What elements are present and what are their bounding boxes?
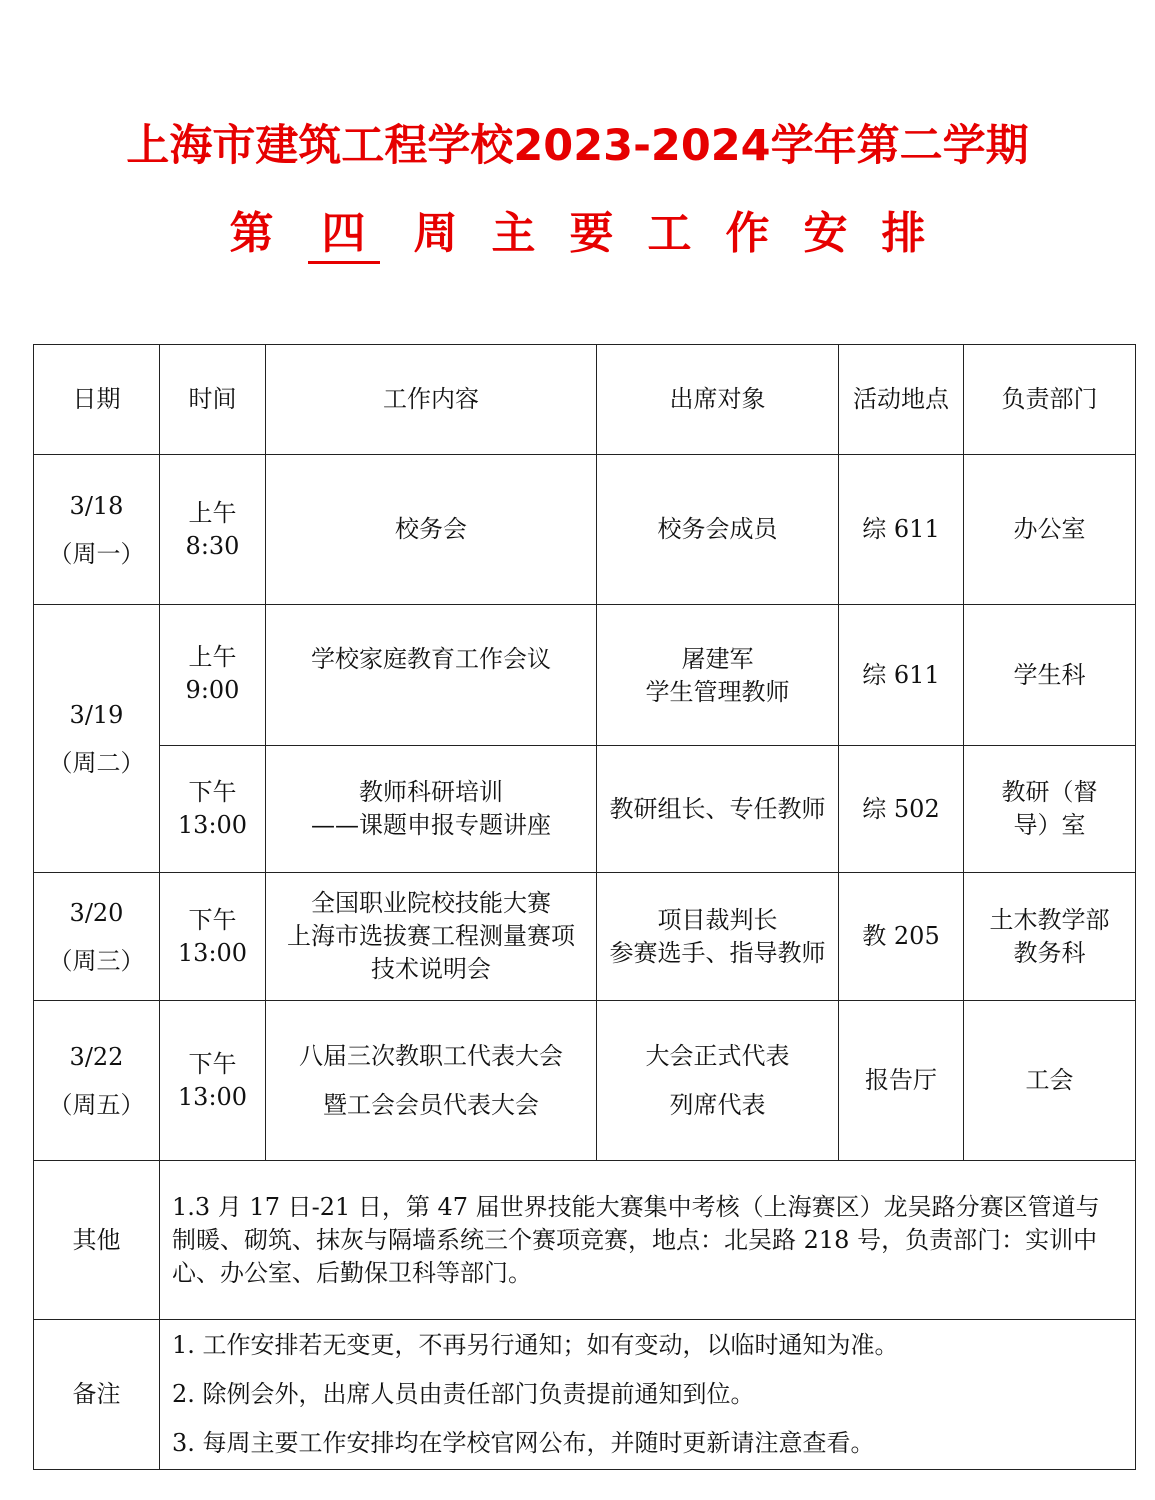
dept-cell: 工会 (964, 1001, 1136, 1161)
note-item: 1. 工作安排若无变更，不再另行通知；如有变动，以临时通知为准。 (172, 1331, 899, 1359)
attendees-cell: 校务会成员 (597, 455, 839, 605)
dept-line: 导）室 (1013, 811, 1086, 839)
content-cell (266, 746, 597, 873)
content-line: 全国职业院校技能大赛 (311, 889, 551, 917)
header-cell-attendees: 出席对象 (597, 345, 839, 455)
time-cell (160, 1001, 266, 1161)
date-cell (34, 1001, 160, 1161)
header-cell-time: 时间 (160, 345, 266, 455)
date-cell (34, 873, 160, 1001)
location-cell: 综 611 (839, 605, 964, 746)
dept-line: 土木教学部 (989, 905, 1110, 934)
content-line: 教师科研培训 (359, 778, 503, 806)
date-cell (34, 605, 160, 873)
page-title: 上海市建筑工程学校2023-2024学年第二学期 (126, 121, 1029, 171)
attendee: 参赛选手、指导教师 (609, 938, 826, 967)
weekday: （周二） (48, 748, 145, 777)
attendee: 屠建军 (681, 645, 754, 673)
notes-label: 备注 (34, 1320, 160, 1470)
week-title-char: 排 (881, 208, 926, 259)
location-cell: 综 502 (839, 746, 964, 873)
table-row (34, 873, 1136, 1001)
location-cell: 教 205 (839, 873, 964, 1001)
week-title-char: 主 (491, 208, 536, 259)
weekday: （周五） (48, 1090, 145, 1119)
dept-cell: 办公室 (964, 455, 1136, 605)
dept-line: 教务科 (1013, 938, 1086, 967)
date: 3/20 (69, 898, 124, 927)
other-label: 其他 (34, 1161, 160, 1320)
date-cell (34, 455, 160, 605)
table-row (34, 605, 1136, 746)
date: 3/18 (69, 491, 124, 520)
table-row (34, 455, 1136, 605)
week-title-char: 工 (647, 208, 692, 259)
schedule-table (33, 344, 1136, 1470)
dept-cell (964, 746, 1136, 873)
dept-cell (964, 873, 1136, 1001)
time: 8:30 (185, 531, 240, 560)
attendees-cell: 教研组长、专任教师 (597, 746, 839, 873)
week-title-char: 周 (413, 208, 458, 259)
content-cell: 学校家庭教育工作会议 (266, 605, 597, 746)
attendee: 项目裁判长 (657, 905, 778, 934)
location-cell: 报告厅 (839, 1001, 964, 1161)
note-item: 2. 除例会外，出席人员由责任部门负责提前通知到位。 (172, 1380, 755, 1408)
week-title (0, 197, 1155, 264)
week-title-prefix: 第 (229, 208, 274, 259)
attendees-cell (597, 1001, 839, 1161)
header-cell-content: 工作内容 (266, 345, 597, 455)
content-line: 技术说明会 (371, 955, 491, 983)
content-line: 暨工会会员代表大会 (323, 1090, 539, 1119)
table-row (34, 1001, 1136, 1161)
header-cell-location: 活动地点 (839, 345, 964, 455)
notes-row (34, 1320, 1136, 1470)
content-line: 上海市选拔赛工程测量赛项 (287, 922, 575, 950)
attendee: 列席代表 (669, 1090, 766, 1119)
date: 3/22 (69, 1042, 124, 1071)
content-cell: 校务会 (266, 455, 597, 605)
note-item: 3. 每周主要工作安排均在学校官网公布，并随时更新请注意查看。 (172, 1429, 875, 1457)
other-text: 1.3 月 17 日-21 日，第 47 届世界技能大赛集中考核（上海赛区）龙吴路分赛区管道与制暖、砌筑、抹灰与隔墙系统三个赛项竞赛，地点：北吴路 218 号，负责部门：实训中心、办公室、后勤保卫科等部门。 (160, 1161, 1136, 1320)
header-cell-dept: 负责部门 (964, 345, 1136, 455)
time-cell (160, 455, 266, 605)
attendee: 大会正式代表 (645, 1041, 790, 1070)
attendees-cell (597, 873, 839, 1001)
period: 下午 (188, 1049, 237, 1078)
content-line: ——课题申报专题讲座 (311, 811, 551, 839)
dept-line: 教研（督 (1001, 778, 1098, 806)
content-line: 八届三次教职工代表大会 (299, 1041, 563, 1070)
time: 13:00 (177, 811, 248, 839)
attendee: 学生管理教师 (645, 678, 790, 706)
dept-cell: 学生科 (964, 605, 1136, 746)
attendees-cell (597, 605, 839, 746)
time: 9:00 (185, 676, 240, 704)
time: 13:00 (177, 1082, 248, 1111)
period: 下午 (188, 905, 237, 934)
time: 13:00 (177, 938, 248, 967)
weekday: （周三） (48, 946, 145, 975)
time-cell (160, 873, 266, 1001)
time-cell (160, 746, 266, 873)
location-cell: 综 611 (839, 455, 964, 605)
week-title-char: 要 (569, 208, 614, 259)
table-row (34, 746, 1136, 873)
header-cell-date: 日期 (34, 345, 160, 455)
content-cell (266, 873, 597, 1001)
week-number: 四 (308, 207, 380, 264)
period: 上午 (188, 643, 237, 671)
other-row (34, 1161, 1136, 1320)
week-title-char: 作 (725, 208, 770, 259)
weekday: （周一） (48, 539, 145, 568)
time-cell (160, 605, 266, 746)
header-row (34, 345, 1136, 455)
notes-list (160, 1320, 1136, 1470)
date: 3/19 (69, 700, 124, 729)
content-cell (266, 1001, 597, 1161)
period: 下午 (188, 778, 237, 806)
week-title-char: 安 (803, 208, 848, 259)
period: 上午 (188, 498, 237, 527)
